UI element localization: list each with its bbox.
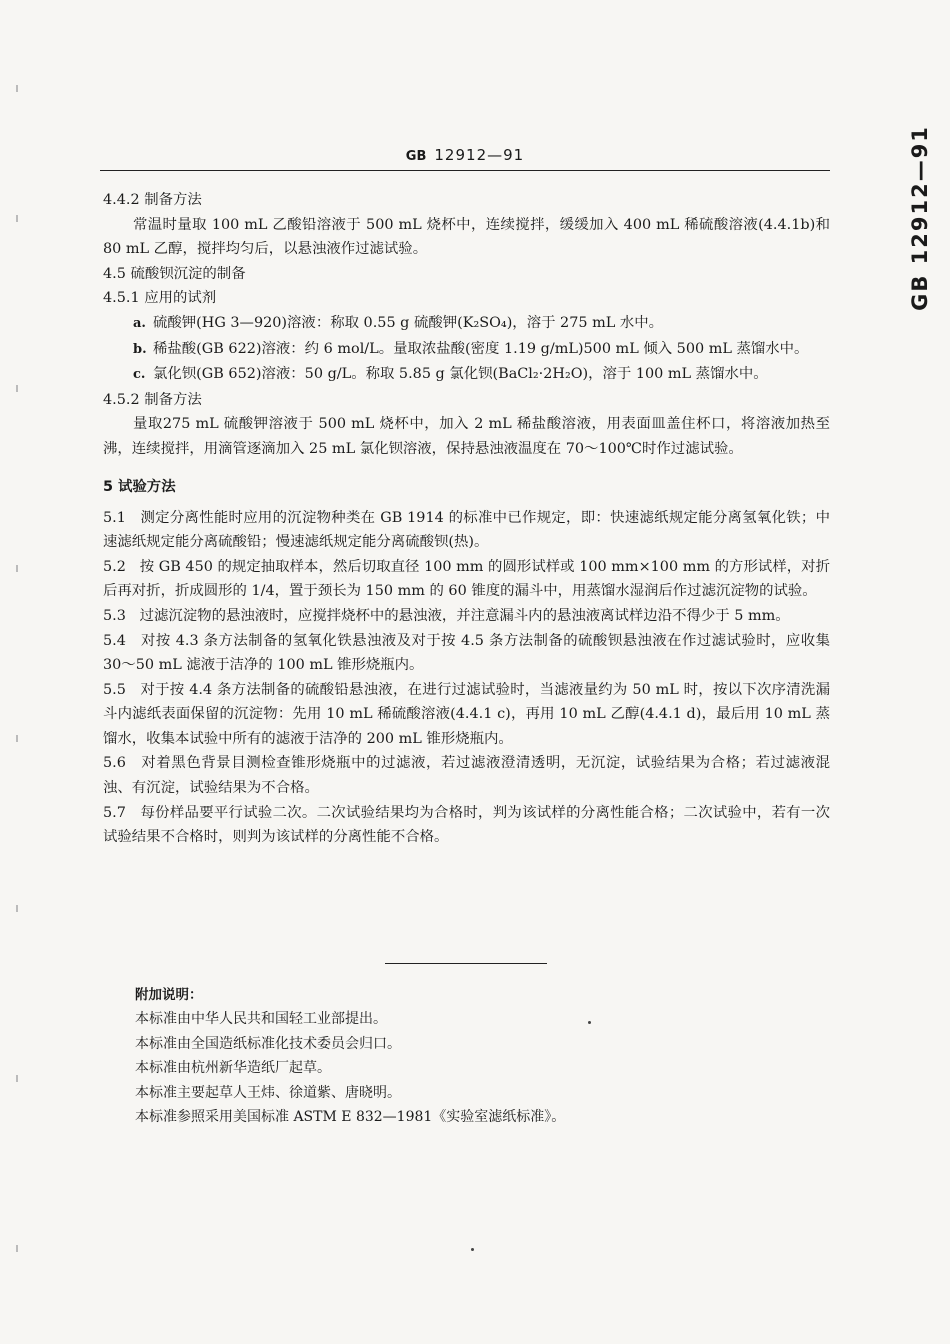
heading-4-5-2: 4.5.2 制备方法 bbox=[103, 391, 202, 408]
clause-number: 5.4 bbox=[103, 632, 126, 649]
note-line: 本标准由全国造纸标准化技术委员会归口。 bbox=[135, 1035, 401, 1052]
reagent-item-c-text: 氯化钡(GB 652)溶液：50 g/L。称取 5.85 g 氯化钡(BaCl₂·2H₂O)，溶于 100 mL 蒸馏水中。 bbox=[153, 366, 768, 383]
reagent-item-c-label: c. bbox=[133, 367, 146, 383]
binding-mark bbox=[16, 905, 18, 912]
clause-number: 5.6 bbox=[103, 755, 126, 772]
reagent-item-c bbox=[103, 362, 830, 388]
clause-5-5 bbox=[103, 678, 830, 752]
page-header bbox=[100, 146, 830, 170]
header-std-number: 12912—91 bbox=[434, 146, 525, 164]
para-4-5-2: 量取275 mL 硫酸钾溶液于 500 mL 烧杯中，加入 2 mL 稀盐酸溶液，用表面皿盖住杯口，将溶液加热至沸，连续搅拌，用滴管逐滴加入 25 mL 氯化钡溶液，保持悬浊液温度在 70～100℃时作过滤试验。 bbox=[103, 416, 830, 457]
clause-number: 5.5 bbox=[103, 681, 126, 698]
note-line: 本标准参照采用美国标准 ASTM E 832—1981《实验室滤纸标准》。 bbox=[135, 1109, 566, 1125]
binding-mark bbox=[16, 1245, 18, 1252]
scan-speck bbox=[471, 1248, 474, 1251]
reagent-item-b-text: 稀盐酸(GB 622)溶液：约 6 mol/L。量取浓盐酸(密度 1.19 g/mL)500 mL 倾入 500 mL 蒸馏水中。 bbox=[153, 340, 809, 357]
clause-number: 5.3 bbox=[103, 607, 126, 624]
additional-notes bbox=[135, 983, 735, 1130]
side-standard-code bbox=[890, 118, 950, 318]
clause-5-3 bbox=[103, 604, 830, 629]
closing-rule bbox=[385, 963, 547, 964]
binding-mark bbox=[16, 1075, 18, 1082]
note-line: 本标准由中华人民共和国轻工业部提出。 bbox=[135, 1011, 387, 1027]
clause-text: 对于按 4.4 条方法制备的硫酸铅悬浊液，在进行过滤试验时，当滤液量约为 50 mL 时，按以下次序清洗漏斗内滤纸表面保留的沉淀物：先用 10 mL 稀硫酸溶液(4.4.1 c)，再用 10 mL 乙醇(4.4.1 d)，最后用 10 mL 蒸馏水，收集本试验中所有的滤液于洁净的 200 mL 锥形烧瓶内。 bbox=[103, 681, 830, 747]
clause-text: 测定分离性能时应用的沉淀物种类在 GB 1914 的标准中已作规定，即：快速滤纸规定能分离氢氧化铁；中速滤纸规定能分离硫酸铅；慢速滤纸规定能分离硫酸钡(热)。 bbox=[103, 509, 830, 551]
binding-mark bbox=[16, 85, 18, 92]
binding-mark bbox=[16, 215, 18, 222]
reagent-item-b bbox=[103, 337, 830, 363]
clause-text: 过滤沉淀物的悬浊液时，应搅拌烧杯中的悬浊液，并注意漏斗内的悬浊液离试样边沿不得少于 5 mm。 bbox=[139, 607, 790, 624]
clause-text: 每份样品要平行试验二次。二次试验结果均为合格时，判为该试样的分离性能合格；二次试验中，若有一次试验结果不合格时，则判为该试样的分离性能不合格。 bbox=[103, 804, 830, 846]
body-content bbox=[103, 188, 830, 850]
clause-number: 5.1 bbox=[103, 509, 126, 526]
side-standard-code-text: GB 12912—91 bbox=[908, 125, 932, 311]
reagent-item-a-text: 硫酸钾(HG 3—920)溶液：称取 0.55 g 硫酸钾(K₂SO₄)，溶于 275 mL 水中。 bbox=[153, 314, 664, 331]
clause-text: 对着黑色背景目测检查锥形烧瓶中的过滤液，若过滤液澄清透明，无沉淀，试验结果为合格；若过滤液混浊、有沉淀，试验结果为不合格。 bbox=[103, 755, 830, 797]
reagent-item-b-label: b. bbox=[133, 341, 147, 357]
clause-text: 对按 4.3 条方法制备的氢氧化铁悬浊液及对于按 4.5 条方法制备的硫酸钡悬浊液在作过滤试验时，应收集 30～50 mL 滤液于洁净的 100 mL 锥形烧瓶内。 bbox=[103, 632, 830, 674]
clause-5-2 bbox=[103, 555, 830, 604]
notes-title: 附加说明： bbox=[135, 987, 203, 1003]
clause-5-4 bbox=[103, 629, 830, 678]
binding-mark bbox=[16, 385, 18, 392]
header-rule bbox=[100, 170, 830, 171]
binding-mark bbox=[16, 735, 18, 742]
heading-4-5: 4.5 硫酸钡沉淀的制备 bbox=[103, 265, 246, 282]
note-line: 本标准由杭州新华造纸厂起草。 bbox=[135, 1060, 331, 1076]
clause-5-6 bbox=[103, 751, 830, 800]
clause-text: 按 GB 450 的规定抽取样本，然后切取直径 100 mm 的圆形试样或 100 mm×100 mm 的方形试样，对折后再对折，折成圆形的 1/4，置于颈长为 150 mm 的 60 锥度的漏斗中，用蒸馏水湿润后作过滤沉淀物的试验。 bbox=[103, 558, 830, 600]
heading-section-5: 5 试验方法 bbox=[103, 478, 176, 495]
scan-speck bbox=[588, 1021, 591, 1024]
heading-4-4-2: 4.4.2 制备方法 bbox=[103, 192, 202, 208]
binding-mark bbox=[16, 565, 18, 572]
heading-4-5-1: 4.5.1 应用的试剂 bbox=[103, 290, 217, 307]
reagent-item-a-label: a. bbox=[133, 315, 146, 331]
reagent-item-a bbox=[103, 311, 830, 337]
note-line: 本标准主要起草人王炜、徐道紫、唐晓明。 bbox=[135, 1084, 401, 1101]
clause-number: 5.2 bbox=[103, 558, 126, 575]
header-std-prefix: GB bbox=[405, 149, 427, 164]
clause-number: 5.7 bbox=[103, 804, 126, 821]
para-4-4-2: 常温时量取 100 mL 乙酸铅溶液于 500 mL 烧杯中，连续搅拌，缓缓加入 400 mL 稀硫酸溶液(4.4.1b)和 80 mL 乙醇，搅拌均匀后，以悬浊液作过滤试验。 bbox=[103, 216, 830, 258]
clause-5-1 bbox=[103, 506, 830, 555]
clause-5-7 bbox=[103, 801, 830, 850]
